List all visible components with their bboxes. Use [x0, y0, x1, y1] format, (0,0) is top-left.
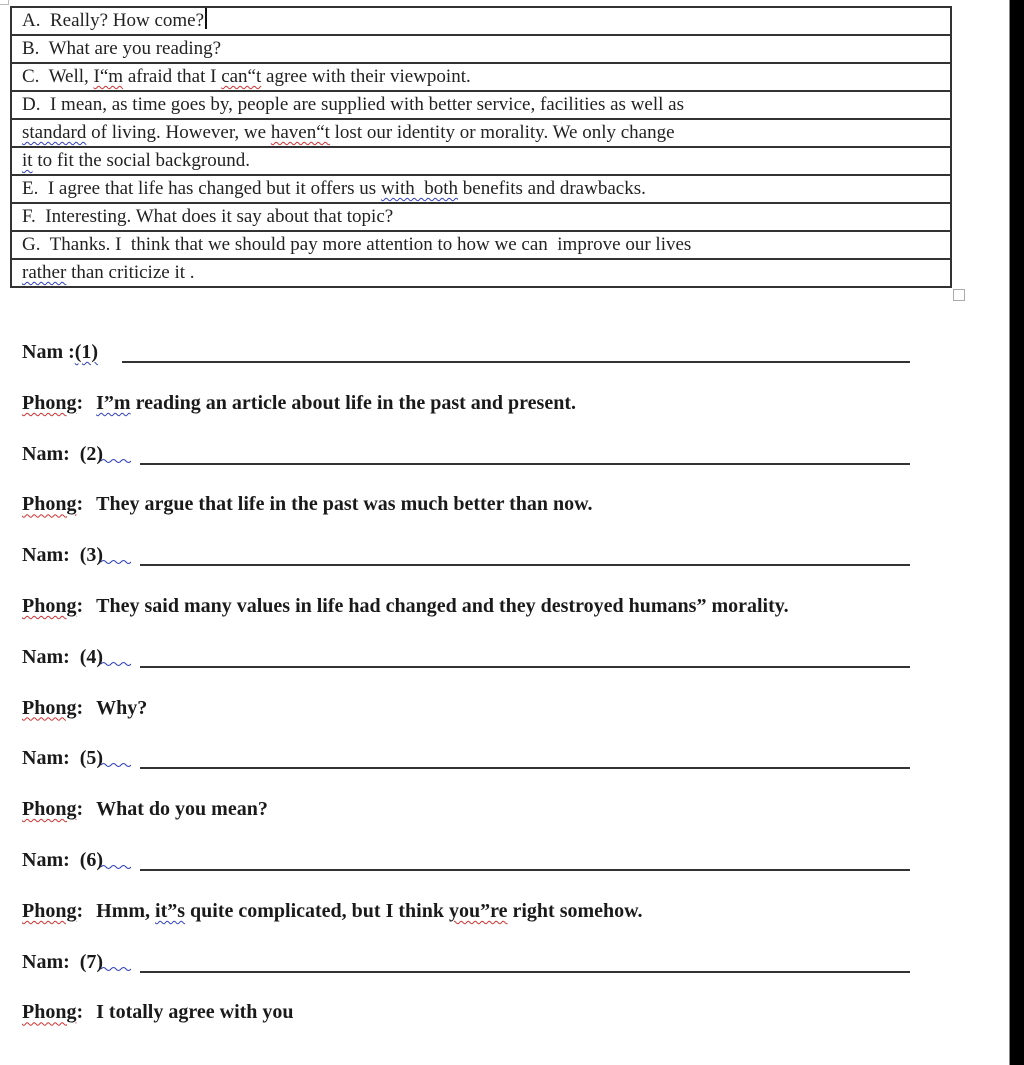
- option-row-d3: [11, 147, 951, 175]
- speaker-phong: Phong: [22, 899, 77, 922]
- speaker-phong: Phong: [22, 493, 77, 516]
- option-letter: C.: [22, 66, 40, 87]
- option-cell[interactable]: [11, 147, 951, 175]
- answer-blank-6[interactable]: [140, 869, 910, 871]
- dialogue-line-nam: [22, 541, 942, 592]
- speaker-phong: Phong: [22, 696, 77, 719]
- answer-blank-2[interactable]: [140, 463, 910, 465]
- grammar-squiggle-icon: [101, 559, 131, 565]
- grammar-squiggle-icon: [101, 864, 131, 870]
- blank-number: (2): [79, 442, 104, 465]
- spelling-flagged-word[interactable]: can“t: [221, 66, 262, 87]
- answer-blank-5[interactable]: [140, 767, 910, 769]
- dialogue-line-phong: [22, 897, 942, 948]
- dialogue-line-nam: [22, 643, 942, 694]
- grammar-flagged-word[interactable]: it”s: [155, 899, 186, 922]
- speaker-phong: Phong: [22, 1001, 77, 1024]
- speaker-phong: Phong: [22, 798, 77, 821]
- option-cell[interactable]: [11, 259, 951, 287]
- dialogue: [22, 338, 942, 1049]
- text-cursor: [205, 8, 207, 29]
- grammar-flagged-word[interactable]: with both: [380, 178, 459, 199]
- speaker-colon: :: [76, 594, 84, 617]
- blank-number: (3): [79, 544, 104, 567]
- option-row-b: [11, 35, 951, 63]
- blank-number: (4): [79, 645, 104, 668]
- answer-blank-3[interactable]: [140, 564, 910, 566]
- options-table: [10, 6, 952, 288]
- option-row-c: [11, 63, 951, 91]
- spelling-flagged-word[interactable]: you”re: [448, 899, 508, 922]
- option-cell[interactable]: [11, 63, 951, 91]
- option-letter: D.: [22, 94, 41, 115]
- option-text: than criticize it .: [66, 262, 195, 283]
- spelling-flagged-word[interactable]: I“m: [93, 66, 124, 87]
- speaker-colon: :: [76, 696, 84, 719]
- dialogue-line-nam: [22, 440, 942, 491]
- option-text: agree with their viewpoint.: [261, 66, 471, 87]
- grammar-flagged-word[interactable]: it: [22, 150, 33, 171]
- option-cell[interactable]: [11, 231, 951, 259]
- speaker-colon: :: [76, 798, 84, 821]
- speaker-nam: Nam:: [22, 848, 70, 871]
- phong-text: quite complicated, but I think: [185, 899, 449, 922]
- phong-text: They said many values in life had changed and they destroyed humans” morality.: [96, 594, 789, 617]
- option-text: Really? How come?: [49, 10, 205, 31]
- option-row-d2: [11, 119, 951, 147]
- option-letter: E.: [22, 178, 39, 199]
- option-text: of living. However, we: [86, 122, 271, 143]
- dialogue-line-nam: [22, 338, 942, 389]
- dialogue-line-phong: [22, 389, 942, 440]
- option-cell[interactable]: [11, 35, 951, 63]
- blank-number: (1): [74, 341, 99, 363]
- grammar-squiggle-icon: [101, 762, 131, 768]
- option-text: Interesting. What does it say about that topic?: [45, 206, 394, 227]
- blank-number: (7): [79, 950, 104, 973]
- speaker-colon: :: [76, 493, 84, 516]
- phong-text: Why?: [96, 696, 148, 719]
- option-text: afraid that I: [123, 66, 222, 87]
- option-cell[interactable]: [11, 91, 951, 119]
- dialogue-line-phong: [22, 592, 942, 643]
- option-letter: A.: [22, 10, 41, 31]
- option-letter: F.: [22, 206, 36, 227]
- answer-blank-1[interactable]: [122, 361, 910, 363]
- option-text: to fit the social background.: [32, 150, 250, 171]
- grammar-flagged-word[interactable]: standard: [22, 122, 87, 143]
- speaker-nam: Nam:: [22, 950, 70, 973]
- option-row-g1: [11, 231, 951, 259]
- option-cell[interactable]: [11, 119, 951, 147]
- speaker-phong: Phong: [22, 594, 77, 617]
- table-resize-handle[interactable]: [953, 289, 965, 301]
- option-text: What are you reading?: [48, 38, 222, 59]
- grammar-squiggle-icon: [101, 458, 131, 464]
- dialogue-line-phong: [22, 998, 942, 1049]
- option-letter: G.: [22, 234, 41, 255]
- dialogue-line-phong: [22, 795, 942, 846]
- option-letter: B.: [22, 38, 40, 59]
- option-text: I mean, as time goes by, people are supplied with better service, facilities as well as: [49, 94, 684, 115]
- phong-text: reading an article about life in the past and present.: [130, 391, 576, 414]
- grammar-squiggle-icon: [101, 661, 131, 667]
- phong-text: Hmm,: [96, 899, 156, 922]
- option-text: benefits and drawbacks.: [458, 178, 646, 199]
- dialogue-line-nam: [22, 744, 942, 795]
- option-cell[interactable]: [11, 7, 951, 35]
- option-row-f: [11, 203, 951, 231]
- option-text: I agree that life has changed but it offers us: [47, 178, 381, 199]
- phong-text: right somehow.: [507, 899, 643, 922]
- speaker-nam: Nam:: [22, 747, 70, 770]
- option-row-a: [11, 7, 951, 35]
- option-row-g2: [11, 259, 951, 287]
- option-row-e: [11, 175, 951, 203]
- blank-number: (6): [79, 848, 104, 871]
- option-text: Well,: [48, 66, 94, 87]
- speaker-colon: :: [76, 1001, 84, 1024]
- grammar-flagged-word[interactable]: rather: [22, 262, 67, 283]
- speaker-colon: :: [76, 391, 84, 414]
- dialogue-line-nam: [22, 846, 942, 897]
- phong-text: What do you mean?: [96, 798, 268, 821]
- option-cell[interactable]: [11, 203, 951, 231]
- phong-text: They argue that life in the past was much better than now.: [96, 493, 593, 516]
- spelling-flagged-word[interactable]: I”m: [96, 391, 131, 414]
- option-text: lost our identity or morality. We only change: [329, 122, 675, 143]
- option-text: Thanks. I think that we should pay more attention to how we can improve our lives: [49, 234, 692, 255]
- option-cell[interactable]: [11, 175, 951, 203]
- blank-number: (5): [79, 747, 104, 770]
- dialogue-line-phong: [22, 694, 942, 745]
- speaker-nam: Nam:: [22, 544, 70, 567]
- page-corner-mark: [0, 0, 9, 5]
- speaker-nam: Nam :: [22, 341, 75, 363]
- dialogue-line-nam: [22, 948, 942, 999]
- answer-blank-4[interactable]: [140, 666, 910, 668]
- speaker-nam: Nam:: [22, 442, 70, 465]
- answer-blank-7[interactable]: [140, 971, 910, 973]
- speaker-phong: Phong: [22, 391, 77, 414]
- grammar-squiggle-icon: [101, 966, 131, 972]
- speaker-nam: Nam:: [22, 645, 70, 668]
- option-row-d1: [11, 91, 951, 119]
- spelling-flagged-word[interactable]: haven“t: [270, 122, 330, 143]
- dialogue-line-phong: [22, 490, 942, 541]
- speaker-colon: :: [76, 899, 84, 922]
- phong-text: I totally agree with you: [96, 1001, 294, 1024]
- window-edge: [1009, 0, 1024, 1065]
